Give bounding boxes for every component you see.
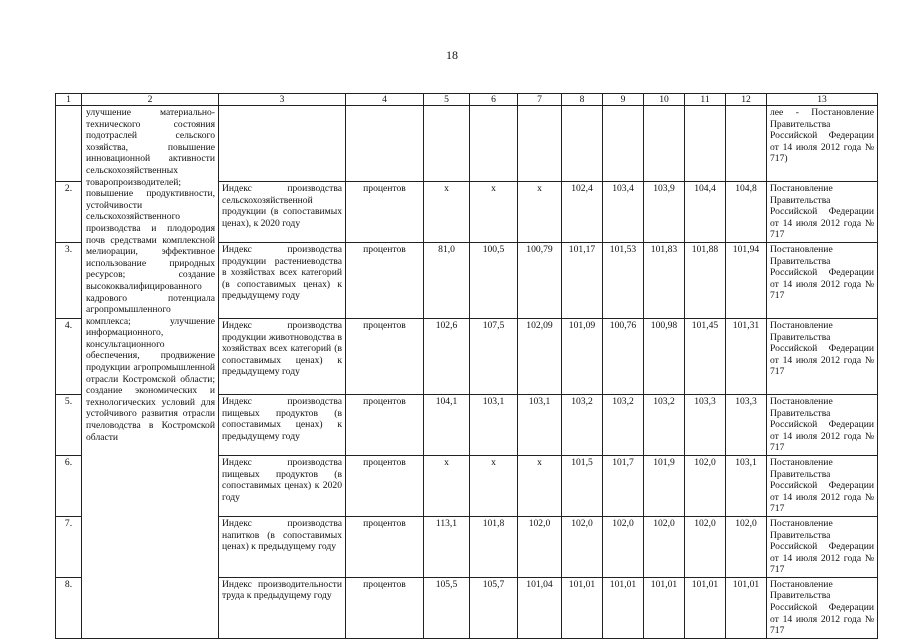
column-header: 6 (470, 94, 518, 106)
row-number-cell: 5. (56, 394, 82, 455)
unit-cell: процентов (346, 394, 424, 455)
value-cell: x (470, 182, 518, 243)
value-cell: 102,0 (518, 516, 562, 577)
column-header: 2 (82, 94, 219, 106)
unit-cell: процентов (346, 455, 424, 516)
source-cell: Постановление Правительства Российской Федерации от 14 июля 2012 года № 717 (767, 242, 878, 318)
indicator-cell: Индекс производства продукции животноводства в хозяйствах всех категорий (в сопоставимых ценах) к предыдущему году (219, 318, 346, 394)
row-number-cell: 7. (56, 516, 82, 577)
unit-cell: процентов (346, 242, 424, 318)
column-header: 12 (726, 94, 767, 106)
unit-cell: процентов (346, 577, 424, 638)
continuation-row (56, 106, 878, 182)
source-cell: Постановление Правительства Российской Федерации от 14 июля 2012 года № 717 (767, 394, 878, 455)
value-cell: 102,0 (603, 516, 644, 577)
goal-text: улучшение материально-технического состояния подотраслей сельского хозяйства, повышение инновационной активности сельскохозяйственных товаропроизводителей; повышение продуктивности, устойчивости сельскохозяйственного производства и плодородия почв средствами комплексной мелиорации, эффективное использование природных ресурсов; создание высококвалифицированного кадрового потенциала агропромышленного комплекса; улучшение информационного, консультационного обеспечения, продвижение продукции агропромышленной отрасли Костромской области; создание экономических и технологических условий для устойчивого развития отрасли пчеловодства в Костромской области (86, 107, 215, 443)
value-cell: 100,76 (603, 318, 644, 394)
unit-cell: процентов (346, 182, 424, 243)
value-cell: 101,01 (562, 577, 603, 638)
value-cell: 101,01 (644, 577, 685, 638)
header-row (56, 94, 878, 106)
value-cell: 105,7 (470, 577, 518, 638)
row-number-cell: 6. (56, 455, 82, 516)
column-header: 1 (56, 94, 82, 106)
value-cell: 100,98 (644, 318, 685, 394)
value-cell: 102,09 (518, 318, 562, 394)
page-number: 18 (446, 48, 458, 62)
value-cell: 101,9 (644, 455, 685, 516)
column-header: 5 (424, 94, 470, 106)
value-cell: 102,0 (685, 455, 726, 516)
value-cell: 102,0 (562, 516, 603, 577)
source-cell: Постановление Правительства Российской Федерации от 14 июля 2012 года № 717 (767, 577, 878, 638)
row-number-cell (56, 106, 82, 182)
source-cell: Постановление Правительства Российской Федерации от 14 июля 2012 года № 717 (767, 455, 878, 516)
value-cell: 101,7 (603, 455, 644, 516)
value-cell: 103,9 (644, 182, 685, 243)
value-cell: 103,2 (603, 394, 644, 455)
value-cell: 81,0 (424, 242, 470, 318)
column-header: 4 (346, 94, 424, 106)
value-cell: 113,1 (424, 516, 470, 577)
row-number-cell: 2. (56, 182, 82, 243)
unit-cell: процентов (346, 318, 424, 394)
value-cell: 101,09 (562, 318, 603, 394)
column-header: 3 (219, 94, 346, 106)
row-number-cell: 4. (56, 318, 82, 394)
goal-cell (82, 106, 219, 639)
value-cell: 101,94 (726, 242, 767, 318)
value-cell: 101,01 (603, 577, 644, 638)
value-cell: 102,6 (424, 318, 470, 394)
value-cell: 101,88 (685, 242, 726, 318)
value-cell: 101,83 (644, 242, 685, 318)
value-cell: 100,79 (518, 242, 562, 318)
indicator-cell: Индекс производительности труда к предыдущему году (219, 577, 346, 638)
value-cell: x (518, 182, 562, 243)
value-cell: x (424, 455, 470, 516)
column-header: 13 (767, 94, 878, 106)
value-cell: 103,2 (644, 394, 685, 455)
column-header: 8 (562, 94, 603, 106)
value-cell: x (424, 182, 470, 243)
value-cell: 101,8 (470, 516, 518, 577)
value-cell: 107,5 (470, 318, 518, 394)
value-cell: 103,3 (685, 394, 726, 455)
value-cell: 103,2 (562, 394, 603, 455)
source-cell: Постановление Правительства Российской Федерации от 14 июля 2012 года № 717 (767, 318, 878, 394)
source-cell: лее - Постановление Правительства Российской Федерации от 14 июля 2012 года № 717) (767, 106, 878, 182)
value-cell: 101,53 (603, 242, 644, 318)
value-cell: 103,1 (518, 394, 562, 455)
indicator-cell: Индекс производства напитков (в сопоставимых ценах) к предыдущему году (219, 516, 346, 577)
indicator-cell: Индекс производства пищевых продуктов (в сопоставимых ценах) к предыдущему году (219, 394, 346, 455)
source-cell: Постановление Правительства Российской Федерации от 14 июля 2012 года № 717 (767, 182, 878, 243)
value-cell: 105,5 (424, 577, 470, 638)
value-cell: 101,01 (685, 577, 726, 638)
value-cell: 102,4 (562, 182, 603, 243)
value-cell: 103,1 (726, 455, 767, 516)
value-cell: x (470, 455, 518, 516)
row-number-cell: 3. (56, 242, 82, 318)
column-header: 10 (644, 94, 685, 106)
column-header: 9 (603, 94, 644, 106)
value-cell: 101,04 (518, 577, 562, 638)
indicator-cell: Индекс производства пищевых продуктов (в сопоставимых ценах) к 2020 году (219, 455, 346, 516)
value-cell: 104,1 (424, 394, 470, 455)
value-cell: 102,0 (685, 516, 726, 577)
indicator-cell: Индекс производства продукции растениеводства в хозяйствах всех категорий (в сопоставимых ценах) к предыдущему году (219, 242, 346, 318)
indicator-cell: Индекс производства сельскохозяйственной продукции (в сопоставимых ценах), к 2020 году (219, 182, 346, 243)
value-cell: 101,5 (562, 455, 603, 516)
value-cell: 104,4 (685, 182, 726, 243)
value-cell: 101,01 (726, 577, 767, 638)
source-cell: Постановление Правительства Российской Федерации от 14 июля 2012 года № 717 (767, 516, 878, 577)
unit-cell: процентов (346, 516, 424, 577)
indicators-table (55, 93, 878, 639)
value-cell: x (518, 455, 562, 516)
value-cell: 103,3 (726, 394, 767, 455)
value-cell: 101,45 (685, 318, 726, 394)
value-cell: 103,4 (603, 182, 644, 243)
value-cell: 101,17 (562, 242, 603, 318)
value-cell: 102,0 (726, 516, 767, 577)
value-cell: 104,8 (726, 182, 767, 243)
column-header: 7 (518, 94, 562, 106)
column-header: 11 (685, 94, 726, 106)
value-cell: 103,1 (470, 394, 518, 455)
value-cell: 100,5 (470, 242, 518, 318)
row-number-cell: 8. (56, 577, 82, 638)
value-cell: 101,31 (726, 318, 767, 394)
value-cell: 102,0 (644, 516, 685, 577)
